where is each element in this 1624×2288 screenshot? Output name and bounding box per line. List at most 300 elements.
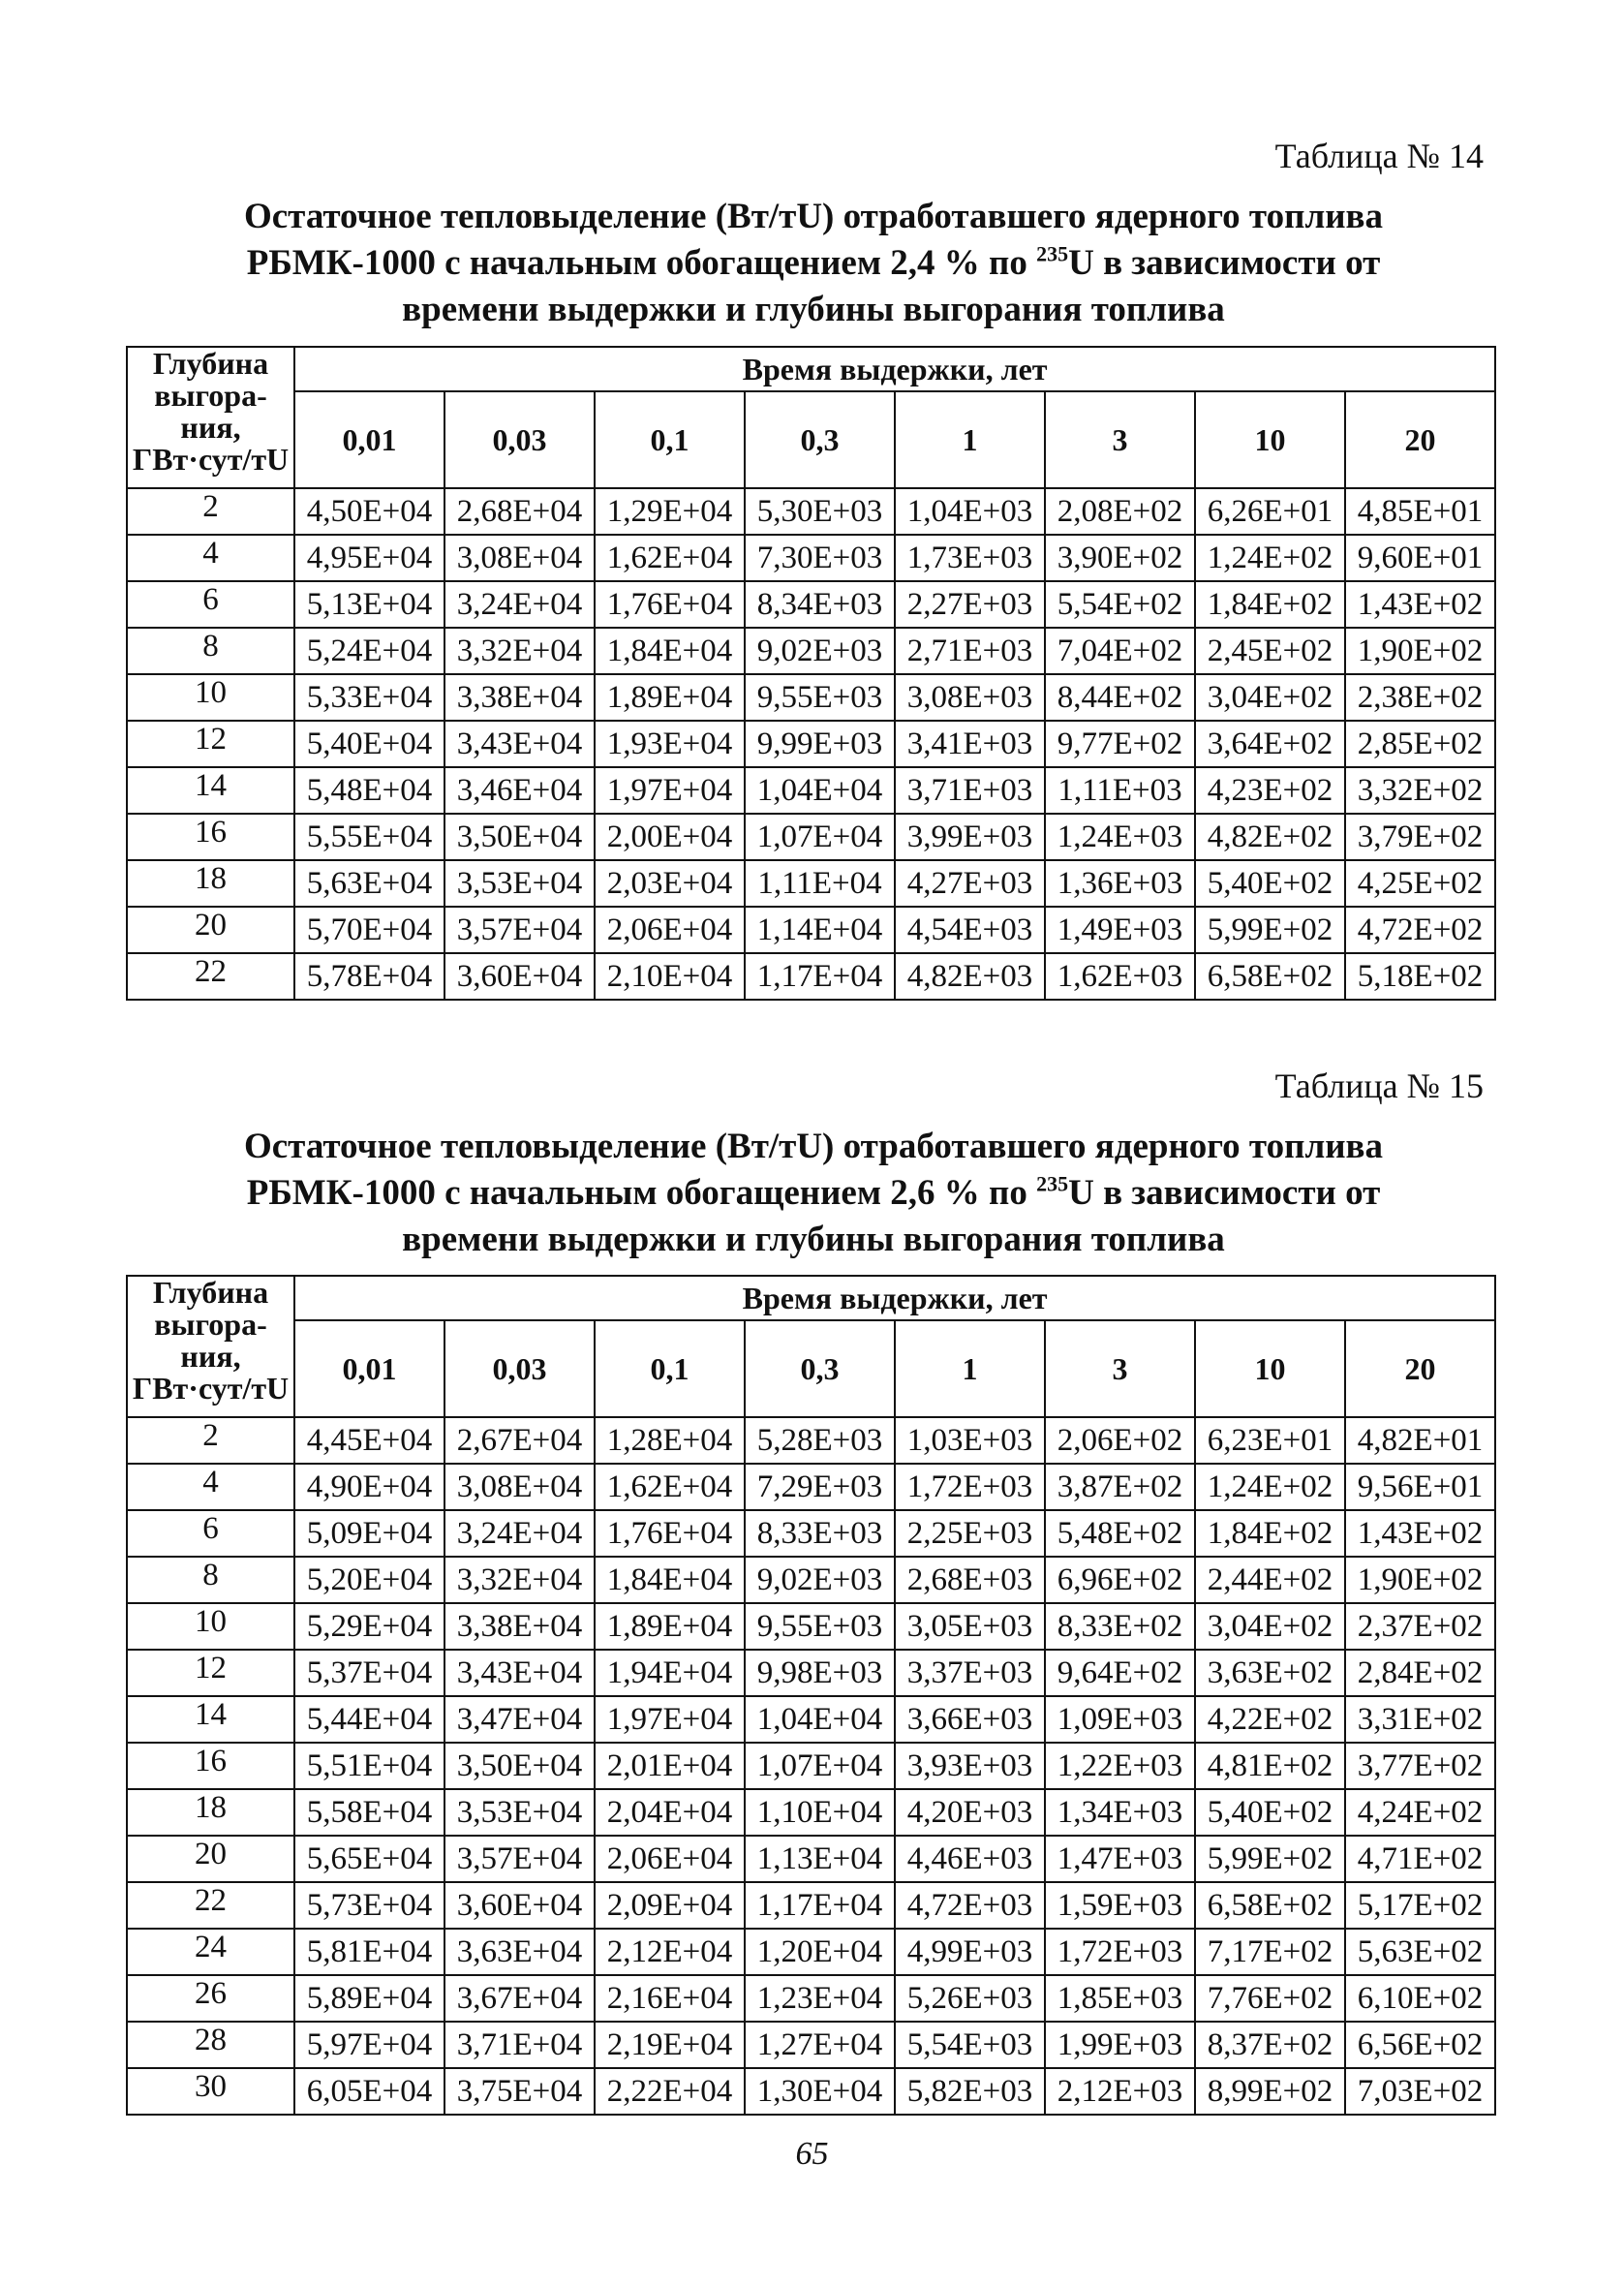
burnup-depth-cell: 14 — [127, 767, 294, 814]
heat-value-cell: 1,84E+04 — [595, 1557, 745, 1603]
heat-value-cell: 1,72E+03 — [895, 1464, 1045, 1510]
heat-value-cell: 4,85E+01 — [1345, 488, 1495, 535]
heat-value-cell: 5,99E+02 — [1195, 1836, 1345, 1882]
heat-value-cell: 3,50E+04 — [444, 814, 595, 860]
heat-value-cell: 1,59E+03 — [1045, 1882, 1195, 1929]
burnup-depth-cell: 18 — [127, 1789, 294, 1836]
heat-value-cell: 1,62E+04 — [595, 1464, 745, 1510]
heat-value-cell: 2,67E+04 — [444, 1417, 595, 1464]
heat-value-cell: 6,10E+02 — [1345, 1975, 1495, 2022]
heat-value-cell: 3,24E+04 — [444, 581, 595, 628]
table-row — [127, 1696, 1495, 1743]
heat-value-cell: 6,58E+02 — [1195, 953, 1345, 1000]
table-row — [127, 1836, 1495, 1882]
heat-value-cell: 1,09E+03 — [1045, 1696, 1195, 1743]
title-line-3: времени выдержки и глубины выгорания топлива — [402, 1220, 1225, 1259]
heat-value-cell: 9,98E+03 — [745, 1650, 895, 1696]
heat-value-cell: 2,37E+02 — [1345, 1603, 1495, 1650]
heat-value-cell: 3,05E+03 — [895, 1603, 1045, 1650]
heat-value-cell: 3,46E+04 — [444, 767, 595, 814]
heat-value-cell: 6,56E+02 — [1345, 2022, 1495, 2068]
table-row — [127, 1882, 1495, 1929]
heat-value-cell: 1,97E+04 — [595, 767, 745, 814]
heat-value-cell: 7,04E+02 — [1045, 628, 1195, 674]
heat-value-cell: 5,70E+04 — [294, 907, 444, 953]
table-row — [127, 1417, 1495, 1464]
heat-value-cell: 1,90E+02 — [1345, 1557, 1495, 1603]
heat-value-cell: 9,77E+02 — [1045, 721, 1195, 767]
heat-value-cell: 2,16E+04 — [595, 1975, 745, 2022]
table-number: Таблица № 14 — [1274, 137, 1484, 175]
heat-value-cell: 3,08E+03 — [895, 674, 1045, 721]
table-row — [127, 488, 1495, 535]
heat-value-cell: 3,31E+02 — [1345, 1696, 1495, 1743]
table-title — [126, 194, 1501, 333]
heat-value-cell: 7,17E+02 — [1195, 1929, 1345, 1975]
heat-value-cell: 9,02E+03 — [745, 628, 895, 674]
heat-value-cell: 6,23E+01 — [1195, 1417, 1345, 1464]
heat-value-cell: 1,97E+04 — [595, 1696, 745, 1743]
title-line-2 — [126, 240, 1501, 287]
heat-value-cell: 3,60E+04 — [444, 953, 595, 1000]
column-header: 20 — [1345, 391, 1495, 488]
table-row — [127, 953, 1495, 1000]
heat-value-cell: 3,37E+03 — [895, 1650, 1045, 1696]
heat-value-cell: 5,54E+02 — [1045, 581, 1195, 628]
heat-value-cell: 4,82E+02 — [1195, 814, 1345, 860]
corner-header — [127, 1276, 294, 1417]
heat-value-cell: 2,04E+04 — [595, 1789, 745, 1836]
burnup-depth-cell: 8 — [127, 1557, 294, 1603]
heat-value-cell: 1,24E+03 — [1045, 814, 1195, 860]
heat-value-cell: 2,12E+04 — [595, 1929, 745, 1975]
heat-value-cell: 2,84E+02 — [1345, 1650, 1495, 1696]
heat-value-cell: 4,72E+03 — [895, 1882, 1045, 1929]
corner-header-line: ГВт·сут/тU — [132, 442, 290, 477]
burnup-depth-cell: 6 — [127, 1510, 294, 1557]
heat-value-cell: 5,30E+03 — [745, 488, 895, 535]
heat-value-cell: 1,04E+04 — [745, 1696, 895, 1743]
group-header: Время выдержки, лет — [294, 1276, 1495, 1320]
heat-value-cell: 4,24E+02 — [1345, 1789, 1495, 1836]
table-row — [127, 2022, 1495, 2068]
table-row — [127, 1789, 1495, 1836]
column-header: 0,01 — [294, 391, 444, 488]
column-header-row — [127, 1320, 1495, 1417]
heat-value-cell: 1,24E+02 — [1195, 1464, 1345, 1510]
heat-value-cell: 3,57E+04 — [444, 907, 595, 953]
heat-value-cell: 5,13E+04 — [294, 581, 444, 628]
heat-value-cell: 5,09E+04 — [294, 1510, 444, 1557]
heat-value-cell: 3,53E+04 — [444, 860, 595, 907]
heat-value-cell: 1,11E+04 — [745, 860, 895, 907]
heat-value-cell: 4,82E+01 — [1345, 1417, 1495, 1464]
heat-value-cell: 5,44E+04 — [294, 1696, 444, 1743]
heat-value-cell: 7,29E+03 — [745, 1464, 895, 1510]
heat-value-cell: 9,99E+03 — [745, 721, 895, 767]
table-row — [127, 767, 1495, 814]
heat-value-cell: 3,32E+02 — [1345, 767, 1495, 814]
burnup-depth-cell: 12 — [127, 721, 294, 767]
heat-value-cell: 3,60E+04 — [444, 1882, 595, 1929]
heat-value-cell: 5,40E+02 — [1195, 860, 1345, 907]
heat-value-cell: 1,89E+04 — [595, 1603, 745, 1650]
heat-value-cell: 4,71E+02 — [1345, 1836, 1495, 1882]
heat-value-cell: 5,55E+04 — [294, 814, 444, 860]
heat-value-cell: 4,20E+03 — [895, 1789, 1045, 1836]
heat-value-cell: 2,08E+02 — [1045, 488, 1195, 535]
burnup-depth-cell: 20 — [127, 907, 294, 953]
heat-value-cell: 1,07E+04 — [745, 814, 895, 860]
heat-value-cell: 9,55E+03 — [745, 1603, 895, 1650]
heat-value-cell: 3,67E+04 — [444, 1975, 595, 2022]
heat-value-cell: 3,24E+04 — [444, 1510, 595, 1557]
corner-header — [127, 347, 294, 488]
data-table — [126, 1275, 1496, 2116]
heat-value-cell: 1,62E+04 — [595, 535, 745, 581]
column-header: 1 — [895, 391, 1045, 488]
heat-value-cell: 5,63E+04 — [294, 860, 444, 907]
heat-value-cell: 1,76E+04 — [595, 581, 745, 628]
heat-value-cell: 2,44E+02 — [1195, 1557, 1345, 1603]
heat-value-cell: 4,46E+03 — [895, 1836, 1045, 1882]
heat-value-cell: 1,93E+04 — [595, 721, 745, 767]
heat-value-cell: 1,34E+03 — [1045, 1789, 1195, 1836]
heat-value-cell: 1,72E+03 — [1045, 1929, 1195, 1975]
heat-value-cell: 1,14E+04 — [745, 907, 895, 953]
heat-value-cell: 3,50E+04 — [444, 1743, 595, 1789]
heat-value-cell: 2,06E+02 — [1045, 1417, 1195, 1464]
heat-value-cell: 2,71E+03 — [895, 628, 1045, 674]
heat-value-cell: 6,05E+04 — [294, 2068, 444, 2115]
heat-value-cell: 5,48E+04 — [294, 767, 444, 814]
heat-value-cell: 7,30E+03 — [745, 535, 895, 581]
heat-value-cell: 9,02E+03 — [745, 1557, 895, 1603]
title-line-1: Остаточное тепловыделение (Вт/тU) отработавшего ядерного топлива — [243, 197, 1383, 236]
corner-header-line: ГВт·сут/тU — [132, 1371, 290, 1406]
header-row — [127, 347, 1495, 391]
burnup-depth-cell: 2 — [127, 1417, 294, 1464]
heat-value-cell: 3,66E+03 — [895, 1696, 1045, 1743]
heat-value-cell: 5,73E+04 — [294, 1882, 444, 1929]
heat-value-cell: 3,47E+04 — [444, 1696, 595, 1743]
heat-value-cell: 1,90E+02 — [1345, 628, 1495, 674]
heat-value-cell: 3,87E+02 — [1045, 1464, 1195, 1510]
table-row — [127, 1929, 1495, 1975]
heat-value-cell: 8,37E+02 — [1195, 2022, 1345, 2068]
heat-value-cell: 3,38E+04 — [444, 674, 595, 721]
heat-value-cell: 3,04E+02 — [1195, 1603, 1345, 1650]
column-header: 0,01 — [294, 1320, 444, 1417]
table-row — [127, 1510, 1495, 1557]
heat-value-cell: 1,20E+04 — [745, 1929, 895, 1975]
heat-value-cell: 2,22E+04 — [595, 2068, 745, 2115]
heat-value-cell: 5,65E+04 — [294, 1836, 444, 1882]
heat-value-cell: 5,48E+02 — [1045, 1510, 1195, 1557]
heat-value-cell: 4,99E+03 — [895, 1929, 1045, 1975]
heat-value-cell: 9,56E+01 — [1345, 1464, 1495, 1510]
heat-value-cell: 1,03E+03 — [895, 1417, 1045, 1464]
heat-value-cell: 2,09E+04 — [595, 1882, 745, 1929]
heat-value-cell: 5,20E+04 — [294, 1557, 444, 1603]
table-row — [127, 2068, 1495, 2115]
title-line-3: времени выдержки и глубины выгорания топлива — [402, 290, 1225, 329]
heat-value-cell: 3,32E+04 — [444, 1557, 595, 1603]
heat-value-cell: 5,63E+02 — [1345, 1929, 1495, 1975]
heat-value-cell: 1,13E+04 — [745, 1836, 895, 1882]
corner-header-line: ния, — [180, 410, 241, 445]
heat-value-cell: 1,07E+04 — [745, 1743, 895, 1789]
heat-value-cell: 3,64E+02 — [1195, 721, 1345, 767]
heat-value-cell: 4,95E+04 — [294, 535, 444, 581]
column-header: 3 — [1045, 391, 1195, 488]
data-table — [126, 346, 1496, 1001]
heat-value-cell: 5,99E+02 — [1195, 907, 1345, 953]
table-row — [127, 628, 1495, 674]
heat-value-cell: 8,44E+02 — [1045, 674, 1195, 721]
heat-value-cell: 2,01E+04 — [595, 1743, 745, 1789]
table-row — [127, 1603, 1495, 1650]
burnup-depth-cell: 30 — [127, 2068, 294, 2115]
heat-value-cell: 1,28E+04 — [595, 1417, 745, 1464]
heat-value-cell: 1,23E+04 — [745, 1975, 895, 2022]
heat-value-cell: 3,43E+04 — [444, 1650, 595, 1696]
heat-value-cell: 5,37E+04 — [294, 1650, 444, 1696]
column-header-row — [127, 391, 1495, 488]
heat-value-cell: 1,47E+03 — [1045, 1836, 1195, 1882]
heat-value-cell: 1,94E+04 — [595, 1650, 745, 1696]
heat-value-cell: 1,27E+04 — [745, 2022, 895, 2068]
table-row — [127, 1650, 1495, 1696]
heat-value-cell: 2,68E+04 — [444, 488, 595, 535]
table-title — [126, 1124, 1501, 1263]
heat-value-cell: 3,75E+04 — [444, 2068, 595, 2115]
heat-value-cell: 7,03E+02 — [1345, 2068, 1495, 2115]
burnup-depth-cell: 10 — [127, 1603, 294, 1650]
heat-value-cell: 5,18E+02 — [1345, 953, 1495, 1000]
title-line-2-end: U в зависимости от — [1068, 1173, 1381, 1213]
heat-value-cell: 4,27E+03 — [895, 860, 1045, 907]
table-row — [127, 1464, 1495, 1510]
column-header: 0,03 — [444, 1320, 595, 1417]
heat-value-cell: 1,62E+03 — [1045, 953, 1195, 1000]
burnup-depth-cell: 6 — [127, 581, 294, 628]
heat-value-cell: 1,76E+04 — [595, 1510, 745, 1557]
heat-value-cell: 2,12E+03 — [1045, 2068, 1195, 2115]
heat-value-cell: 2,00E+04 — [595, 814, 745, 860]
heat-value-cell: 1,36E+03 — [1045, 860, 1195, 907]
heat-value-cell: 3,53E+04 — [444, 1789, 595, 1836]
heat-value-cell: 2,38E+02 — [1345, 674, 1495, 721]
corner-header-line: выгора- — [154, 1307, 267, 1342]
table-number: Таблица № 15 — [1274, 1067, 1484, 1105]
burnup-depth-cell: 8 — [127, 628, 294, 674]
heat-value-cell: 6,58E+02 — [1195, 1882, 1345, 1929]
heat-value-cell: 1,04E+04 — [745, 767, 895, 814]
heat-value-cell: 5,40E+04 — [294, 721, 444, 767]
heat-value-cell: 6,26E+01 — [1195, 488, 1345, 535]
heat-value-cell: 3,04E+02 — [1195, 674, 1345, 721]
group-header: Время выдержки, лет — [294, 347, 1495, 391]
heat-value-cell: 4,82E+03 — [895, 953, 1045, 1000]
column-header: 10 — [1195, 391, 1345, 488]
heat-value-cell: 8,33E+03 — [745, 1510, 895, 1557]
table-row — [127, 721, 1495, 767]
heat-value-cell: 3,63E+04 — [444, 1929, 595, 1975]
column-header: 0,1 — [595, 391, 745, 488]
heat-value-cell: 5,78E+04 — [294, 953, 444, 1000]
column-header: 3 — [1045, 1320, 1195, 1417]
heat-value-cell: 6,96E+02 — [1045, 1557, 1195, 1603]
heat-value-cell: 1,43E+02 — [1345, 1510, 1495, 1557]
heat-value-cell: 4,50E+04 — [294, 488, 444, 535]
heat-value-cell: 4,54E+03 — [895, 907, 1045, 953]
heat-value-cell: 1,04E+03 — [895, 488, 1045, 535]
table-row — [127, 1557, 1495, 1603]
heat-value-cell: 9,60E+01 — [1345, 535, 1495, 581]
heat-value-cell: 1,10E+04 — [745, 1789, 895, 1836]
corner-header-line: выгора- — [154, 378, 267, 413]
title-line-2-start: РБМК-1000 с начальным обогащением 2,6 % по — [246, 1173, 1037, 1213]
heat-value-cell: 2,19E+04 — [595, 2022, 745, 2068]
heat-value-cell: 1,73E+03 — [895, 535, 1045, 581]
burnup-depth-cell: 4 — [127, 535, 294, 581]
heat-value-cell: 4,90E+04 — [294, 1464, 444, 1510]
table-row — [127, 581, 1495, 628]
heat-value-cell: 1,11E+03 — [1045, 767, 1195, 814]
burnup-depth-cell: 10 — [127, 674, 294, 721]
heat-value-cell: 5,82E+03 — [895, 2068, 1045, 2115]
corner-header-line: Глубина — [152, 347, 269, 381]
isotope-mass: 235 — [1036, 1171, 1069, 1196]
heat-value-cell: 1,24E+02 — [1195, 535, 1345, 581]
heat-value-cell: 5,81E+04 — [294, 1929, 444, 1975]
title-line-1: Остаточное тепловыделение (Вт/тU) отработавшего ядерного топлива — [243, 1127, 1383, 1166]
corner-header-line: ния, — [180, 1339, 241, 1374]
title-line-2-start: РБМК-1000 с начальным обогащением 2,4 % по — [246, 243, 1037, 283]
heat-value-cell: 5,29E+04 — [294, 1603, 444, 1650]
table-row — [127, 674, 1495, 721]
heat-value-cell: 1,84E+04 — [595, 628, 745, 674]
heat-value-cell: 5,51E+04 — [294, 1743, 444, 1789]
heat-value-cell: 8,99E+02 — [1195, 2068, 1345, 2115]
table-row — [127, 1743, 1495, 1789]
heat-value-cell: 3,38E+04 — [444, 1603, 595, 1650]
corner-header-line: Глубина — [152, 1276, 269, 1310]
heat-value-cell: 1,89E+04 — [595, 674, 745, 721]
heat-value-cell: 5,26E+03 — [895, 1975, 1045, 2022]
table-row — [127, 907, 1495, 953]
heat-value-cell: 2,25E+03 — [895, 1510, 1045, 1557]
heat-value-cell: 5,40E+02 — [1195, 1789, 1345, 1836]
heat-value-cell: 3,79E+02 — [1345, 814, 1495, 860]
burnup-depth-cell: 28 — [127, 2022, 294, 2068]
heat-value-cell: 5,17E+02 — [1345, 1882, 1495, 1929]
heat-value-cell: 5,58E+04 — [294, 1789, 444, 1836]
burnup-depth-cell: 24 — [127, 1929, 294, 1975]
burnup-depth-cell: 16 — [127, 814, 294, 860]
heat-value-cell: 9,64E+02 — [1045, 1650, 1195, 1696]
heat-value-cell: 3,71E+03 — [895, 767, 1045, 814]
burnup-depth-cell: 18 — [127, 860, 294, 907]
heat-value-cell: 2,06E+04 — [595, 907, 745, 953]
column-header: 0,1 — [595, 1320, 745, 1417]
header-row — [127, 1276, 1495, 1320]
heat-value-cell: 5,33E+04 — [294, 674, 444, 721]
heat-value-cell: 3,08E+04 — [444, 1464, 595, 1510]
heat-value-cell: 5,89E+04 — [294, 1975, 444, 2022]
burnup-depth-cell: 4 — [127, 1464, 294, 1510]
column-header: 0,3 — [745, 391, 895, 488]
burnup-depth-cell: 22 — [127, 1882, 294, 1929]
heat-value-cell: 4,25E+02 — [1345, 860, 1495, 907]
heat-value-cell: 5,24E+04 — [294, 628, 444, 674]
heat-value-cell: 1,17E+04 — [745, 1882, 895, 1929]
heat-value-cell: 3,93E+03 — [895, 1743, 1045, 1789]
table-row — [127, 814, 1495, 860]
isotope-mass: 235 — [1036, 241, 1069, 266]
heat-value-cell: 2,85E+02 — [1345, 721, 1495, 767]
heat-value-cell: 4,23E+02 — [1195, 767, 1345, 814]
heat-value-cell: 2,45E+02 — [1195, 628, 1345, 674]
burnup-depth-cell: 14 — [127, 1696, 294, 1743]
heat-value-cell: 3,71E+04 — [444, 2022, 595, 2068]
table-row — [127, 860, 1495, 907]
heat-value-cell: 9,55E+03 — [745, 674, 895, 721]
heat-value-cell: 4,22E+02 — [1195, 1696, 1345, 1743]
heat-value-cell: 3,90E+02 — [1045, 535, 1195, 581]
heat-value-cell: 2,03E+04 — [595, 860, 745, 907]
burnup-depth-cell: 26 — [127, 1975, 294, 2022]
page-number: 65 — [795, 2136, 829, 2172]
heat-value-cell: 1,84E+02 — [1195, 581, 1345, 628]
title-line-2 — [126, 1170, 1501, 1217]
heat-value-cell: 3,43E+04 — [444, 721, 595, 767]
heat-value-cell: 1,17E+04 — [745, 953, 895, 1000]
heat-value-cell: 1,99E+03 — [1045, 2022, 1195, 2068]
heat-value-cell: 3,41E+03 — [895, 721, 1045, 767]
heat-value-cell: 3,32E+04 — [444, 628, 595, 674]
heat-value-cell: 7,76E+02 — [1195, 1975, 1345, 2022]
column-header: 0,3 — [745, 1320, 895, 1417]
heat-value-cell: 2,27E+03 — [895, 581, 1045, 628]
table-row — [127, 1975, 1495, 2022]
heat-value-cell: 5,28E+03 — [745, 1417, 895, 1464]
heat-value-cell: 5,97E+04 — [294, 2022, 444, 2068]
title-line-2-end: U в зависимости от — [1068, 243, 1381, 283]
burnup-depth-cell: 12 — [127, 1650, 294, 1696]
heat-value-cell: 2,10E+04 — [595, 953, 745, 1000]
heat-value-cell: 1,84E+02 — [1195, 1510, 1345, 1557]
heat-value-cell: 4,72E+02 — [1345, 907, 1495, 953]
heat-value-cell: 2,06E+04 — [595, 1836, 745, 1882]
heat-value-cell: 3,57E+04 — [444, 1836, 595, 1882]
heat-value-cell: 1,49E+03 — [1045, 907, 1195, 953]
column-header: 20 — [1345, 1320, 1495, 1417]
column-header: 10 — [1195, 1320, 1345, 1417]
heat-value-cell: 5,54E+03 — [895, 2022, 1045, 2068]
table-row — [127, 535, 1495, 581]
burnup-depth-cell: 22 — [127, 953, 294, 1000]
heat-value-cell: 3,08E+04 — [444, 535, 595, 581]
heat-value-cell: 1,43E+02 — [1345, 581, 1495, 628]
heat-value-cell: 1,29E+04 — [595, 488, 745, 535]
burnup-depth-cell: 2 — [127, 488, 294, 535]
heat-value-cell: 4,45E+04 — [294, 1417, 444, 1464]
heat-value-cell: 1,30E+04 — [745, 2068, 895, 2115]
heat-value-cell: 3,99E+03 — [895, 814, 1045, 860]
heat-value-cell: 3,77E+02 — [1345, 1743, 1495, 1789]
